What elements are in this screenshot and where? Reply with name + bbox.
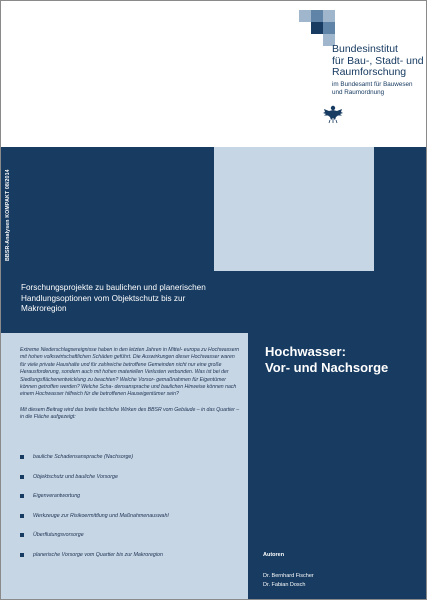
bullet-square-icon [20,475,24,479]
logo-square-light [299,10,311,22]
list-item: Objektschutz und bauliche Vorsorge [20,474,240,480]
bullet-square-icon [20,494,24,498]
list-item: bauliche Schadensansprache (Nachsorge) [20,454,240,460]
ministry-name: im Bundesamt für Bauwesen und Raumordnung [332,81,413,96]
topic-list [20,454,240,572]
accent-block-light [214,147,374,271]
title-line-1: Hochwasser: [265,344,346,359]
authors-list [263,572,314,589]
intro-paragraph-2: Mit diesem Beitrag wird das breite fachliche Wirken des BBSR vom Gebäude – in das Quartier – in die Fläche aufgezeigt: [20,406,240,421]
author-name: Dr. Bernhard Fischer [263,573,314,579]
list-item: Werkzeuge zur Risikoermittlung und Maßnahmenauswahl [20,513,240,519]
authors-heading: Autoren [263,552,285,558]
intro-paragraph-1: Extreme Niederschlagsereignisse haben in den letzten Jahren in Mittel- europa zu Hochwassern mit hohen volkswirtschaftlichen Schäden geführt. Die Auswirkungen dieser Hochwasser waren für viele private Haushalte und für zahlreiche betroffene Gemeinden nicht nur eine große Herausforderung, sondern auch mit hohen materiellen Verlusten verbunden. Was ist bei der Siedlungsflächenentwicklung zu beachten? Welche Vorsor- gemaßnahmen für Eigentümer können getroffen werden? Welche Scha- densansprache und baulichen Hinweise können nach einem Hochwasser hilfreich für die betroffenen Hauseigentümer sein? [20,347,240,398]
list-item: Eigenverantwortung [20,493,240,499]
series-label: BBSR-Analysen KOMPAKT 08/2014 [5,169,11,261]
bullet-square-icon [20,455,24,459]
accent-block-dark [374,147,426,271]
page-title [265,344,415,376]
bullet-square-icon [20,514,24,518]
logo-square-light-2 [323,10,335,22]
logo-square-dark [311,22,323,34]
institute-name: Bundesinstitut für Bau-, Stadt- und Raumforschung [332,43,424,78]
title-line-2: Vor- und Nachsorge [265,360,389,375]
series-band [1,147,214,271]
list-item: Überflutungsvorsorge [20,532,240,538]
bullet-square-icon [20,533,24,537]
list-item: planerische Vorsorge vom Quartier bis zur Makroregion [20,552,240,558]
logo-square-mid [311,10,323,22]
top-left-panel [1,1,214,147]
intro-text [20,347,240,430]
author-name: Dr. Fabian Dosch [263,581,306,588]
logo-square-mid-2 [323,22,335,34]
federal-eagle-icon [322,103,344,125]
subtitle: Forschungsprojekte zu baulichen und planerischen Handlungsoptionen vom Objektschutz bis zur Makroregion [21,283,206,314]
bullet-square-icon [20,553,24,557]
